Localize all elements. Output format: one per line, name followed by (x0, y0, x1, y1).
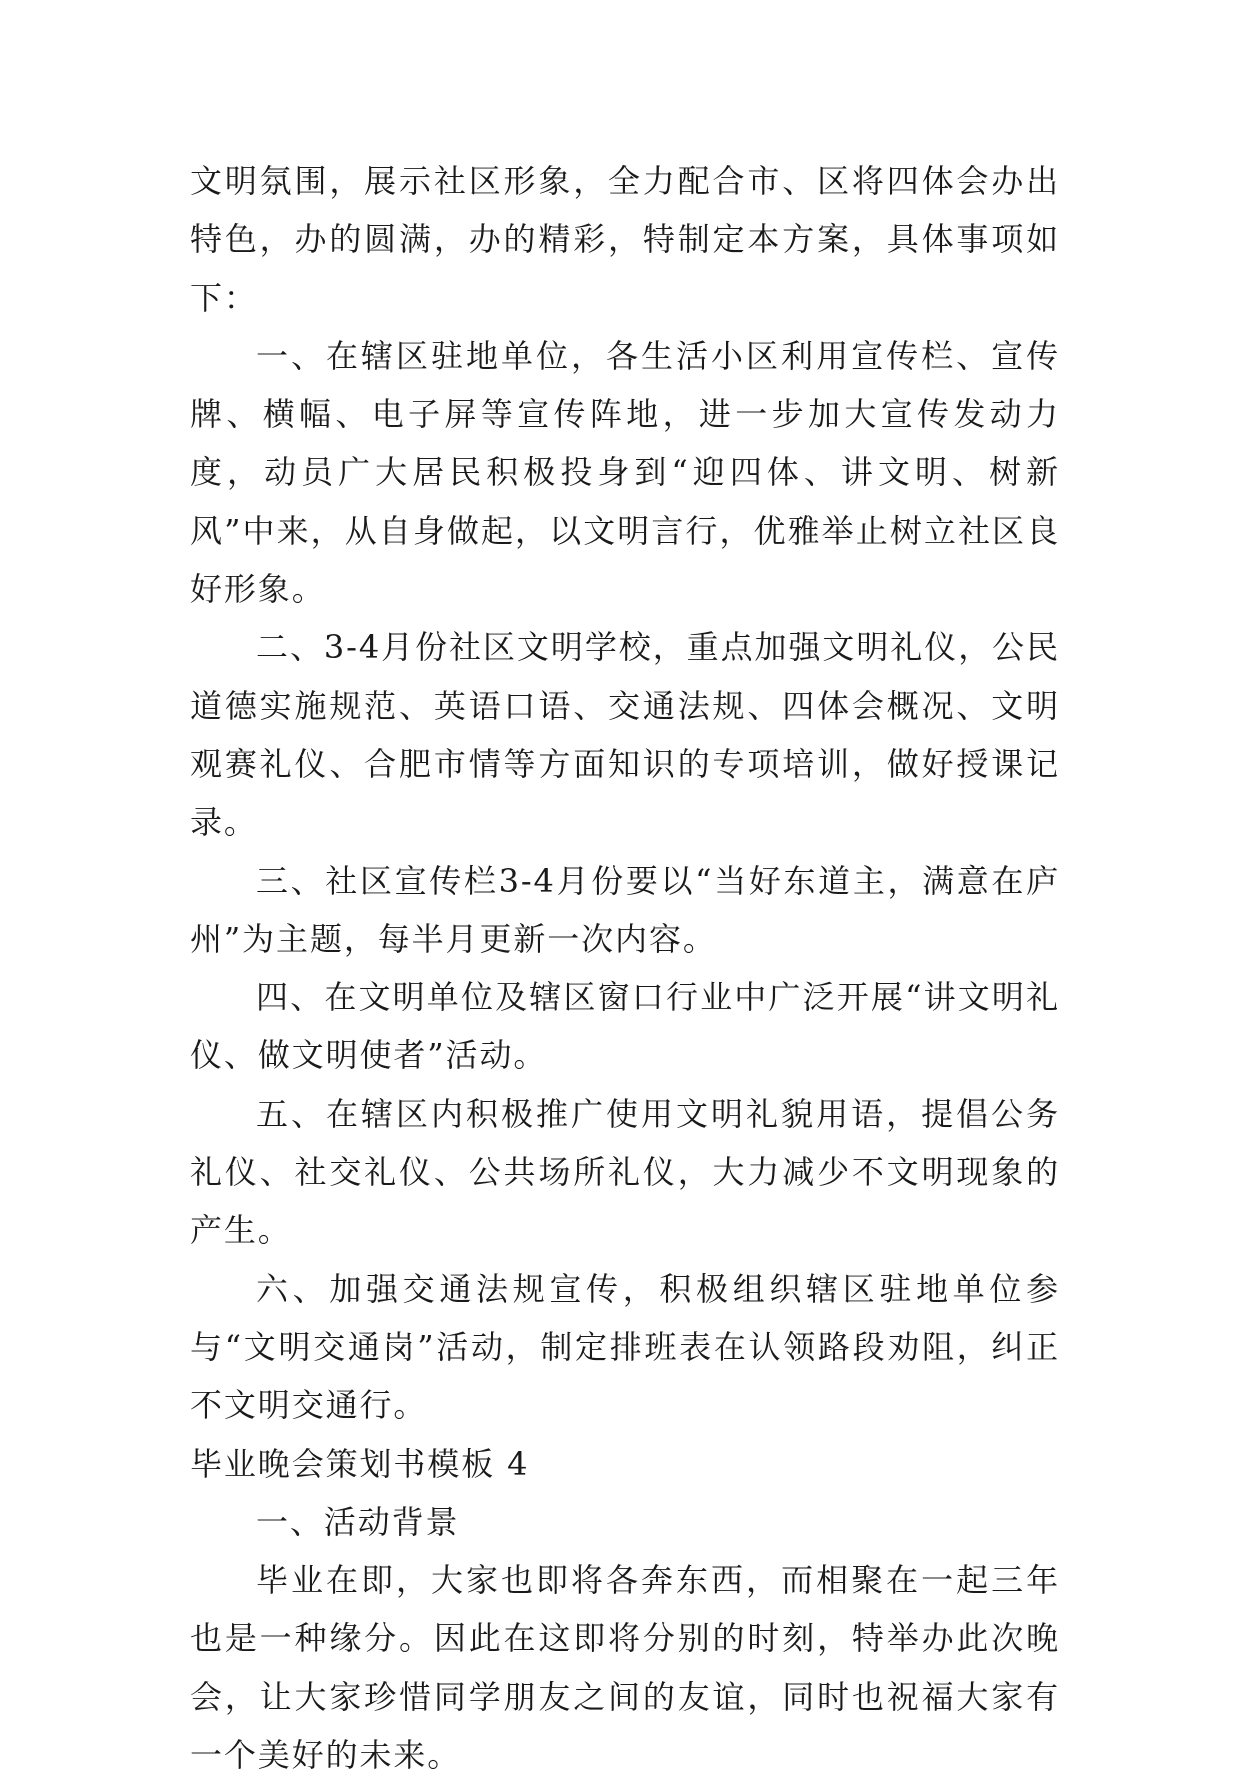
paragraph-intro-continuation: 文明氛围，展示社区形象，全力配合市、区将四体会办出特色，办的圆满，办的精彩，特制定本方案，具体事项如下： (190, 162, 1060, 317)
paragraph-item-3: 三、社区宣传栏3-4月份要以“当好东道主，满意在庐州”为主题，每半月更新一次内容。 (190, 861, 1060, 958)
paragraph-item-1: 一、在辖区驻地单位，各生活小区利用宣传栏、宣传牌、横幅、电子屏等宣传阵地，进一步加大宣传发动力度，动员广大居民积极投身到“迎四体、讲文明、树新风”中来，从自身做起，以文明言行，优雅举止树立社区良好形象。 (190, 336, 1060, 609)
section-title: 毕业晚会策划书模板 4 (190, 1444, 530, 1483)
subsection-heading-background: 一、活动背景 (256, 1502, 460, 1541)
paragraph-item-4: 四、在文明单位及辖区窗口行业中广泛开展“讲文明礼仪、做文明使者”活动。 (190, 978, 1060, 1075)
document-body (190, 152, 1060, 1784)
paragraph-item-5: 五、在辖区内积极推广使用文明礼貌用语，提倡公务礼仪、社交礼仪、公共场所礼仪，大力减少不文明现象的产生。 (190, 1094, 1060, 1250)
paragraph-item-6: 六、加强交通法规宣传，积极组织辖区驻地单位参与“文明交通岗”活动，制定排班表在认领路段劝阻，纠正不文明交通行。 (190, 1269, 1060, 1425)
paragraph-background: 毕业在即，大家也即将各奔东西，而相聚在一起三年也是一种缘分。因此在这即将分别的时刻，特举办此次晚会，让大家珍惜同学朋友之间的友谊，同时也祝福大家有一个美好的未来。 (190, 1561, 1060, 1775)
paragraph-item-2: 二、3-4月份社区文明学校，重点加强文明礼仪，公民道德实施规范、英语口语、交通法规、四体会概况、文明观赛礼仪、合肥市情等方面知识的专项培训，做好授课记录。 (190, 628, 1060, 842)
